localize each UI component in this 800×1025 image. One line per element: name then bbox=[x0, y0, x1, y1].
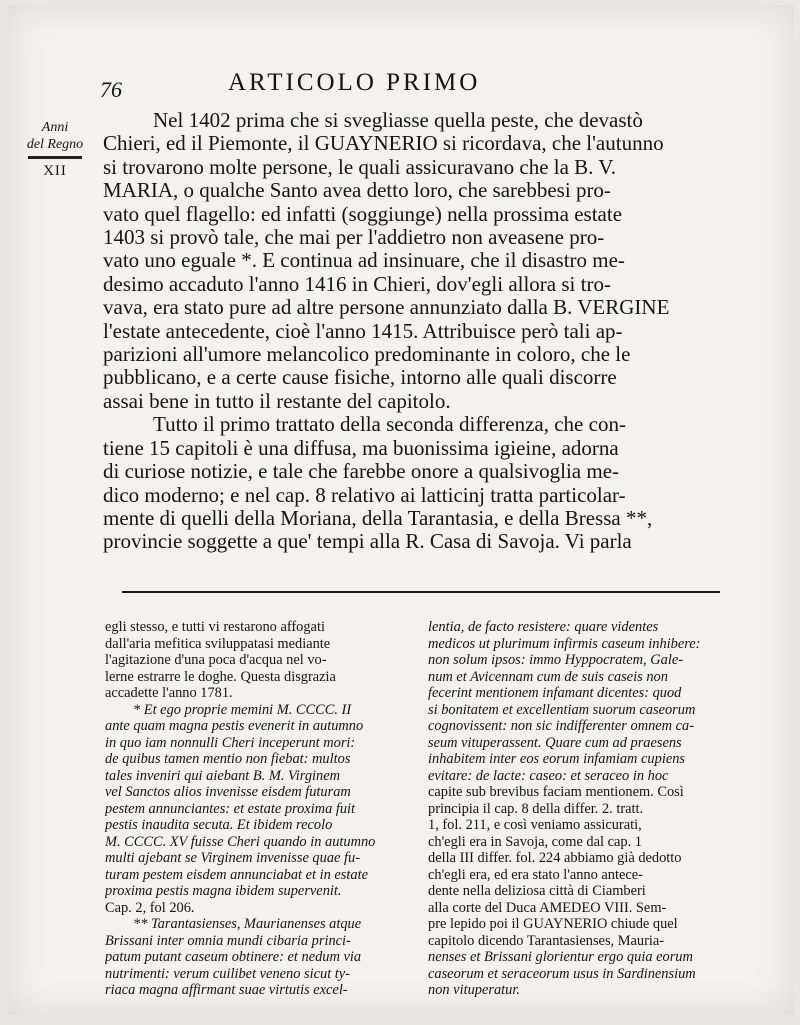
footnote-line: non solum ipsos: immo Hyppocratem, Gale- bbox=[428, 652, 684, 668]
text-line: tiene 15 capitoli è una diffusa, ma buonissima igieine, adorna bbox=[103, 435, 619, 460]
margin-note-line-1: Anni bbox=[41, 120, 69, 135]
footnote-line: della III differ. fol. 224 abbiamo già dedotto bbox=[428, 850, 682, 866]
footnote-line: nutrimenti: verum cuilibet veneno sicut ty- bbox=[105, 965, 350, 982]
text-line: Chieri, ed il Piemonte, il GUAYNERIO si ricordava, che l'autunno bbox=[103, 131, 664, 156]
footnote-line: lentia, de facto resistere: quare videntes bbox=[428, 619, 659, 635]
footnote-line: lerne estrarre le doghe. Questa disgrazia bbox=[105, 668, 336, 685]
text-line: desimo accaduto l'anno 1416 in Chieri, dov'egli allora si tro- bbox=[103, 271, 611, 296]
footnote-line: multi ajebant se Virginem invenisse quae fu- bbox=[105, 850, 360, 866]
footnote-line: evitare: de lacte: caseo: et seraceo in hoc bbox=[428, 767, 669, 784]
text-line: di curiose notizie, e tale che farebbe onore a qualsivoglia me- bbox=[103, 459, 620, 484]
reign-year: XII bbox=[43, 163, 67, 179]
footnote-line: * Et ego proprie memini M. CCCC. II bbox=[133, 701, 352, 718]
text-line: parizioni all'umore melancolico predominante in coloro, che le bbox=[103, 342, 631, 367]
footnote-separator bbox=[122, 591, 720, 593]
footnote-line: ch'egli era, ed era stato l'anno antece- bbox=[428, 866, 643, 883]
footnote-line: pestem annunciantes: et estate proxima fuit bbox=[105, 800, 356, 817]
text-line: Tutto il primo trattato della seconda differenza, che con- bbox=[153, 412, 626, 437]
text-line: dico moderno; e nel cap. 8 relativo ai latticinj tratta particolar- bbox=[103, 482, 626, 507]
text-line: si trovarono molte persone, le quali assicuravano che la B. V. bbox=[103, 154, 617, 179]
footnote-line: proxima pestis magna ibidem supervenit. bbox=[105, 883, 342, 899]
footnote-line: caseorum et seraceorum usus in Sardinensium bbox=[428, 965, 696, 982]
footnote-line: vel Sanctos alios invenisse eisdem futuram bbox=[105, 784, 351, 800]
text-line: provincie soggette a que' tempi alla R. Casa di Savoja. Vi parla bbox=[103, 529, 632, 554]
footnote-line: pre lepido poi il GUAYNERIO chiude quel bbox=[428, 916, 678, 932]
footnote-line: principia il cap. 8 della differ. 2. tratt. bbox=[428, 800, 644, 817]
text-line: Nel 1402 prima che si svegliasse quella peste, che devastò bbox=[153, 108, 643, 132]
footnote-line: si bonitatem et excellentiam suorum caseorum bbox=[428, 701, 696, 718]
footnote-line: turam pestem eisdem annunciabat et in estate bbox=[105, 866, 368, 883]
main-text bbox=[103, 109, 755, 554]
text-line: assai bene in tutto il restante del capitolo. bbox=[103, 388, 451, 413]
page-number: 76 bbox=[100, 77, 122, 102]
text-line: vato quel flagello: ed infatti (soggiunge) nella prossima estate bbox=[103, 201, 623, 226]
footnote-line: fecerint mentionem infamant dicentes: quod bbox=[428, 685, 682, 701]
footnote-line: Cap. 2, fol 206. bbox=[105, 899, 195, 916]
footnotes-left-column bbox=[105, 619, 411, 999]
text-line: 1403 si provò tale, che mai per l'addietro non aveasene pro- bbox=[103, 225, 605, 250]
footnote-line: riaca magna affirmant suae virtutis excel- bbox=[105, 982, 348, 998]
footnote-line: non vituperatur. bbox=[428, 982, 520, 998]
book-page bbox=[8, 5, 794, 1015]
footnote-line: seum vituperassent. Quare cum ad praesens bbox=[428, 734, 682, 751]
footnote-line: in quo iam nonnulli Cheri inceperunt mori: bbox=[105, 734, 356, 751]
footnote-line: l'agitazione d'una poca d'acqua nel vo- bbox=[105, 652, 327, 668]
footnote-line: capitolo dicendo Tarantasienses, Mauria- bbox=[428, 932, 665, 949]
footnote-line: 1, fol. 211, e così veniamo assicurati, bbox=[428, 817, 642, 833]
text-line: l'estate antecedente, cioè l'anno 1415. Attribuisce però tali ap- bbox=[103, 318, 623, 343]
footnote-line: M. CCCC. XV fuisse Cheri quando in autumno bbox=[105, 833, 376, 850]
footnote-line: egli stesso, e tutti vi restarono affogati bbox=[105, 619, 325, 635]
footnote-line: inhabitem inter eos eorum infamiam cupiens bbox=[428, 751, 686, 767]
footnote-line: dall'aria mefitica sviluppatasi mediante bbox=[105, 635, 331, 652]
footnote-line: Brissani inter omnia mundi cibaria princi- bbox=[105, 932, 351, 949]
running-head: ARTICOLO PRIMO bbox=[228, 69, 481, 96]
footnote-line: cognovissent: non sic indifferenter omnem ca- bbox=[428, 718, 695, 734]
text-line: pubblicano, e a certe cause fisiche, intorno alle quali discorre bbox=[103, 365, 617, 390]
margin-rule bbox=[28, 156, 82, 159]
text-line: vato uno eguale *. E continua ad insinuare, che il disastro me- bbox=[103, 248, 625, 273]
footnote-line: pestis inaudita secuta. Et ibidem recolo bbox=[105, 817, 333, 833]
footnotes-right-column bbox=[428, 619, 746, 999]
footnote-line: accadette l'anno 1781. bbox=[105, 685, 233, 701]
margin-note bbox=[22, 119, 88, 180]
margin-note-line-2: del Regno bbox=[26, 137, 84, 152]
footnote-line: dente nella deliziosa città di Ciamberi bbox=[428, 883, 646, 899]
footnote-line: num et Avicennam cum de suis caseis non bbox=[428, 668, 668, 685]
text-line: MARIA, o qualche Santo avea detto loro, che sarebbesi pro- bbox=[103, 178, 611, 203]
footnote-line: tales inveniri qui aiebant B. M. Virginem bbox=[105, 767, 341, 784]
footnote-line: ** Tarantasienses, Maurianenses atque bbox=[133, 916, 362, 932]
footnote-line: patum putant caseum obtinere: et nedum via bbox=[105, 949, 362, 965]
text-line: mente di quelli della Moriana, della Tarantasia, e della Bressa **, bbox=[103, 505, 653, 530]
footnote-line: medicos ut plurimum infirmis caseum inhibere: bbox=[428, 635, 701, 652]
footnote-line: nenses et Brissani glorientur ergo quia eorum bbox=[428, 949, 693, 965]
footnote-line: capite sub brevibus faciam mentionem. Così bbox=[428, 784, 684, 800]
footnote-line: de quibus tamen mentio non fiebat: multos bbox=[105, 751, 351, 767]
footnote-line: ante quam magna pestis evenerit in autumno bbox=[105, 718, 364, 734]
text-line: vava, era stato pure ad altre persone annunziato dalla B. VERGINE bbox=[103, 295, 670, 320]
footnote-line: alla corte del Duca AMEDEO VIII. Sem- bbox=[428, 899, 667, 916]
footnote-line: ch'egli era in Savoja, come dal cap. 1 bbox=[428, 833, 642, 850]
